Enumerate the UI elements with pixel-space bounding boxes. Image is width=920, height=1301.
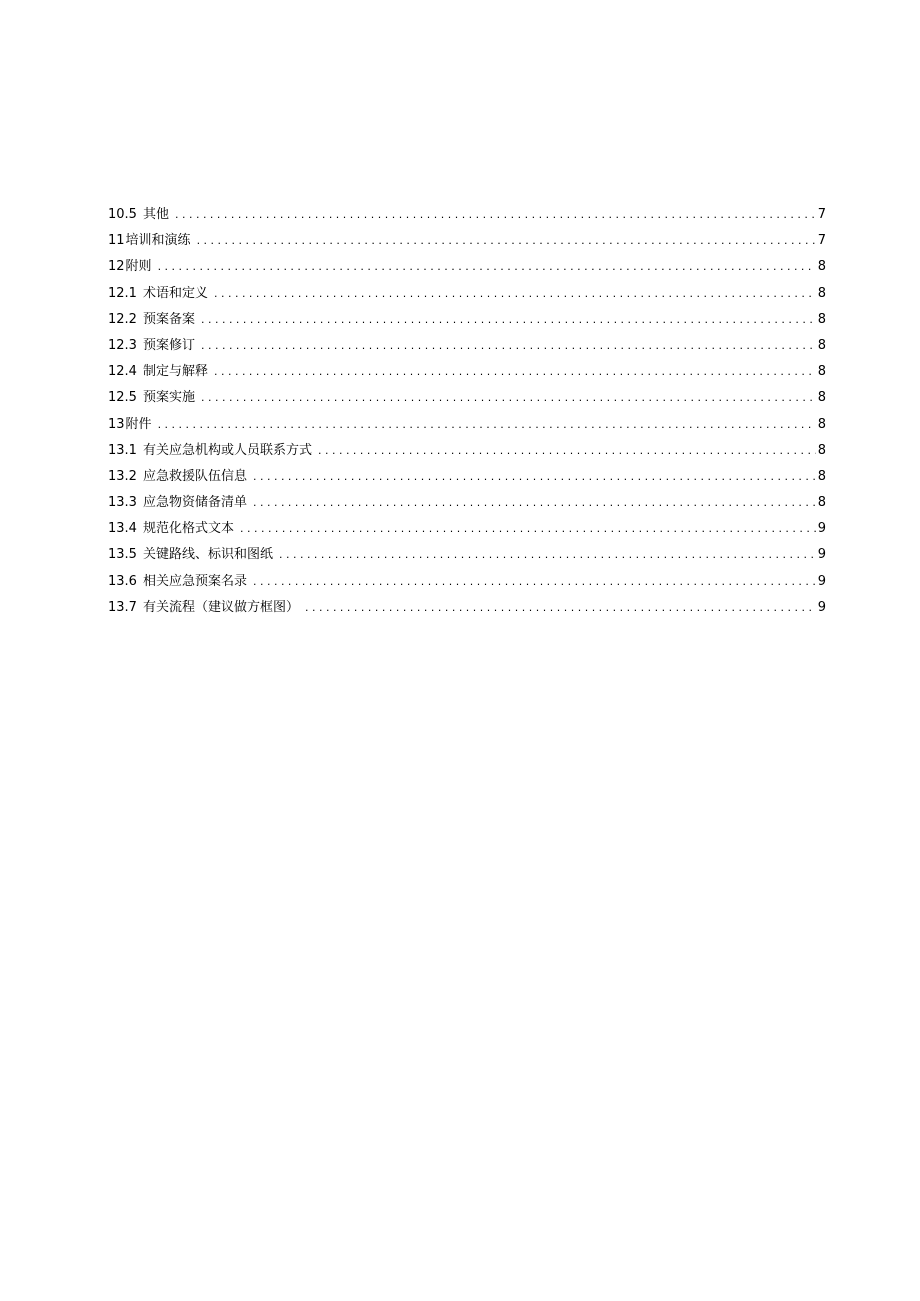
toc-entry-number: 13.3 bbox=[108, 495, 137, 511]
toc-entry-number: 10.5 bbox=[108, 207, 137, 222]
toc-entry-number: 13.2 bbox=[108, 468, 137, 484]
toc-dot-leader bbox=[251, 490, 816, 516]
toc-entry-title: 术语和定义 bbox=[142, 285, 208, 301]
toc-entry-number: 12.2 bbox=[108, 311, 137, 327]
toc-entry-number: 12.3 bbox=[108, 337, 137, 353]
toc-entry-title: 预案修订 bbox=[142, 337, 195, 353]
toc-entry[interactable] bbox=[108, 333, 826, 359]
toc-entry-page: 9 bbox=[817, 521, 826, 537]
toc-entry-page: 9 bbox=[817, 547, 826, 563]
toc-entry-title: 其他 bbox=[142, 207, 169, 222]
toc-entry[interactable] bbox=[108, 254, 826, 280]
toc-dot-leader bbox=[277, 542, 816, 568]
toc-entry-number: 13.6 bbox=[108, 573, 137, 589]
toc-entry-title: 有关流程（建议做方框图） bbox=[142, 599, 299, 615]
toc-entry-number: 12.4 bbox=[108, 364, 137, 380]
toc-entry-title: 培训和演练 bbox=[125, 233, 191, 249]
toc-entry-page: 8 bbox=[817, 285, 826, 301]
toc-entry-number: 13.7 bbox=[108, 599, 137, 615]
toc-entry-number: 13.4 bbox=[108, 521, 137, 537]
toc-entry[interactable] bbox=[108, 464, 826, 490]
toc-entry-title: 预案实施 bbox=[142, 390, 195, 406]
toc-entry-page: 8 bbox=[817, 364, 826, 380]
toc-dot-leader bbox=[195, 228, 816, 254]
toc-dot-leader bbox=[303, 595, 816, 621]
toc-dot-leader bbox=[156, 412, 816, 438]
toc-entry-title: 相关应急预案名录 bbox=[142, 573, 247, 589]
toc-entry-page: 8 bbox=[817, 442, 826, 458]
toc-dot-leader bbox=[156, 254, 816, 280]
toc-entry-page: 9 bbox=[817, 573, 826, 589]
toc-entry-page: 8 bbox=[817, 416, 826, 432]
toc-entry-page: 8 bbox=[817, 311, 826, 327]
toc-entry-number: 13 bbox=[108, 416, 125, 432]
toc-entry-page: 9 bbox=[817, 599, 826, 615]
toc-entry-title: 关键路线、标识和图纸 bbox=[142, 547, 273, 563]
toc-entry[interactable] bbox=[108, 228, 826, 254]
toc-dot-leader bbox=[212, 281, 816, 307]
toc-entry-title: 附件 bbox=[125, 416, 152, 432]
toc-entry-title: 规范化格式文本 bbox=[142, 521, 234, 537]
toc-entry-number: 13.5 bbox=[108, 547, 137, 563]
toc-entry[interactable] bbox=[108, 490, 826, 516]
toc-dot-leader bbox=[316, 438, 816, 464]
toc-entry-number: 12.1 bbox=[108, 285, 137, 301]
table-of-contents bbox=[108, 202, 826, 621]
toc-dot-leader bbox=[199, 385, 816, 411]
toc-entry-title: 应急救援队伍信息 bbox=[142, 468, 247, 484]
toc-entry-page: 8 bbox=[817, 259, 826, 275]
toc-entry-number: 12.5 bbox=[108, 390, 137, 406]
toc-dot-leader bbox=[199, 307, 816, 333]
toc-entry[interactable] bbox=[108, 412, 826, 438]
toc-entry[interactable] bbox=[108, 569, 826, 595]
toc-dot-leader bbox=[199, 333, 816, 359]
toc-dot-leader bbox=[251, 569, 816, 595]
toc-entry-title: 预案备案 bbox=[142, 311, 195, 327]
toc-entry-page: 8 bbox=[817, 495, 826, 511]
toc-entry[interactable] bbox=[108, 281, 826, 307]
toc-entry[interactable] bbox=[108, 307, 826, 333]
toc-entry[interactable] bbox=[108, 542, 826, 568]
toc-entry-title: 制定与解释 bbox=[142, 364, 208, 380]
toc-entry-page: 7 bbox=[817, 207, 826, 222]
toc-entry-page: 7 bbox=[817, 233, 826, 249]
toc-entry-title: 有关应急机构或人员联系方式 bbox=[142, 442, 312, 458]
toc-entry[interactable] bbox=[108, 595, 826, 621]
toc-entry-number: 12 bbox=[108, 259, 125, 275]
toc-dot-leader bbox=[212, 359, 816, 385]
toc-entry[interactable] bbox=[108, 516, 826, 542]
toc-entry-title: 应急物资储备清单 bbox=[142, 495, 247, 511]
toc-entry[interactable] bbox=[108, 438, 826, 464]
toc-entry-title: 附则 bbox=[125, 259, 152, 275]
toc-entry-number: 13.1 bbox=[108, 442, 137, 458]
toc-entry[interactable] bbox=[108, 359, 826, 385]
toc-entry-page: 8 bbox=[817, 390, 826, 406]
toc-entry-page: 8 bbox=[817, 468, 826, 484]
toc-entry-page: 8 bbox=[817, 337, 826, 353]
toc-entry[interactable] bbox=[108, 385, 826, 411]
toc-dot-leader bbox=[238, 516, 816, 542]
toc-entry[interactable] bbox=[108, 202, 826, 228]
toc-entry-number: 11 bbox=[108, 233, 125, 249]
toc-dot-leader bbox=[251, 464, 816, 490]
toc-dot-leader bbox=[173, 202, 816, 228]
